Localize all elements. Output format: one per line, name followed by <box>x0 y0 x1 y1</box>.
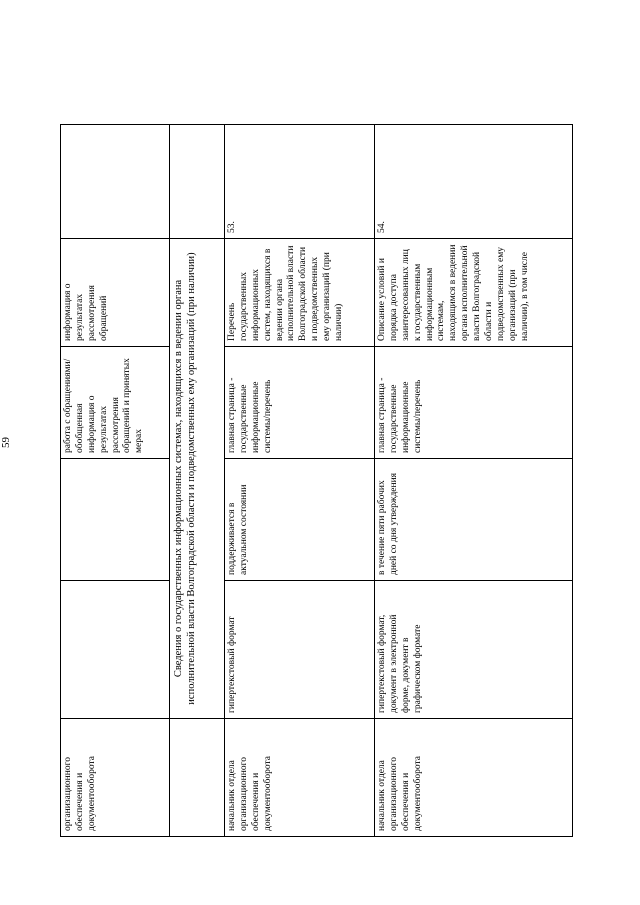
cell-name: Перечень государственных информационных систем, находящихся в ведении органа исполнительной власти Волгоградской области и подведомственных ему организаций (при наличии) <box>225 239 375 347</box>
table-row <box>61 125 170 837</box>
cell-format <box>61 581 170 719</box>
section-header: Сведения о государственных информационных системах, находящихся в ведении органа исполнительной власти Волгоградской области и подведомственных ему организаций (при наличии) <box>170 239 225 719</box>
cell-num <box>61 125 170 239</box>
cell-responsible: начальник отдела организационного обеспечения и документооборота <box>225 719 375 837</box>
cell-num: 53. <box>225 125 375 239</box>
cell-section: главная страница - государственные информационные системы/перечень <box>375 347 573 459</box>
cell-format: гипертекстовый формат <box>225 581 375 719</box>
cell-section: работа с обращениями/обобщенная информация о результатах рассмотрения обращений и принятых мерах <box>61 347 170 459</box>
cell-period: поддерживается в актуальном состоянии <box>225 459 375 581</box>
cell-format: гипертекстовый формат, документ в электронной форме, документ в графическом формате <box>375 581 573 719</box>
cell-name: информация о результатах рассмотрения обращений <box>61 239 170 347</box>
document-table <box>60 124 573 837</box>
cell-period <box>61 459 170 581</box>
table-row <box>225 125 375 837</box>
cell-number: организационного обеспечения и документооборота <box>61 719 170 837</box>
cell-name: Описание условий и порядка доступа заинтересованных лиц к государственным информационным системам, находящимся в ведении органа исполнительной власти Волгоградской области и подведомственных ему организаций (при наличии), в том числе <box>375 239 573 347</box>
cell-section: главная страница - государственные информационные системы/перечень <box>225 347 375 459</box>
table-row <box>375 125 573 837</box>
document-table-wrapper <box>60 125 598 837</box>
cell-period: в течение пяти рабочих дней со дня утверждения <box>375 459 573 581</box>
cell-num: 54. <box>375 125 573 239</box>
cell-responsible: начальник отдела организационного обеспечения и документооборота <box>375 719 573 837</box>
table-row <box>170 125 225 837</box>
